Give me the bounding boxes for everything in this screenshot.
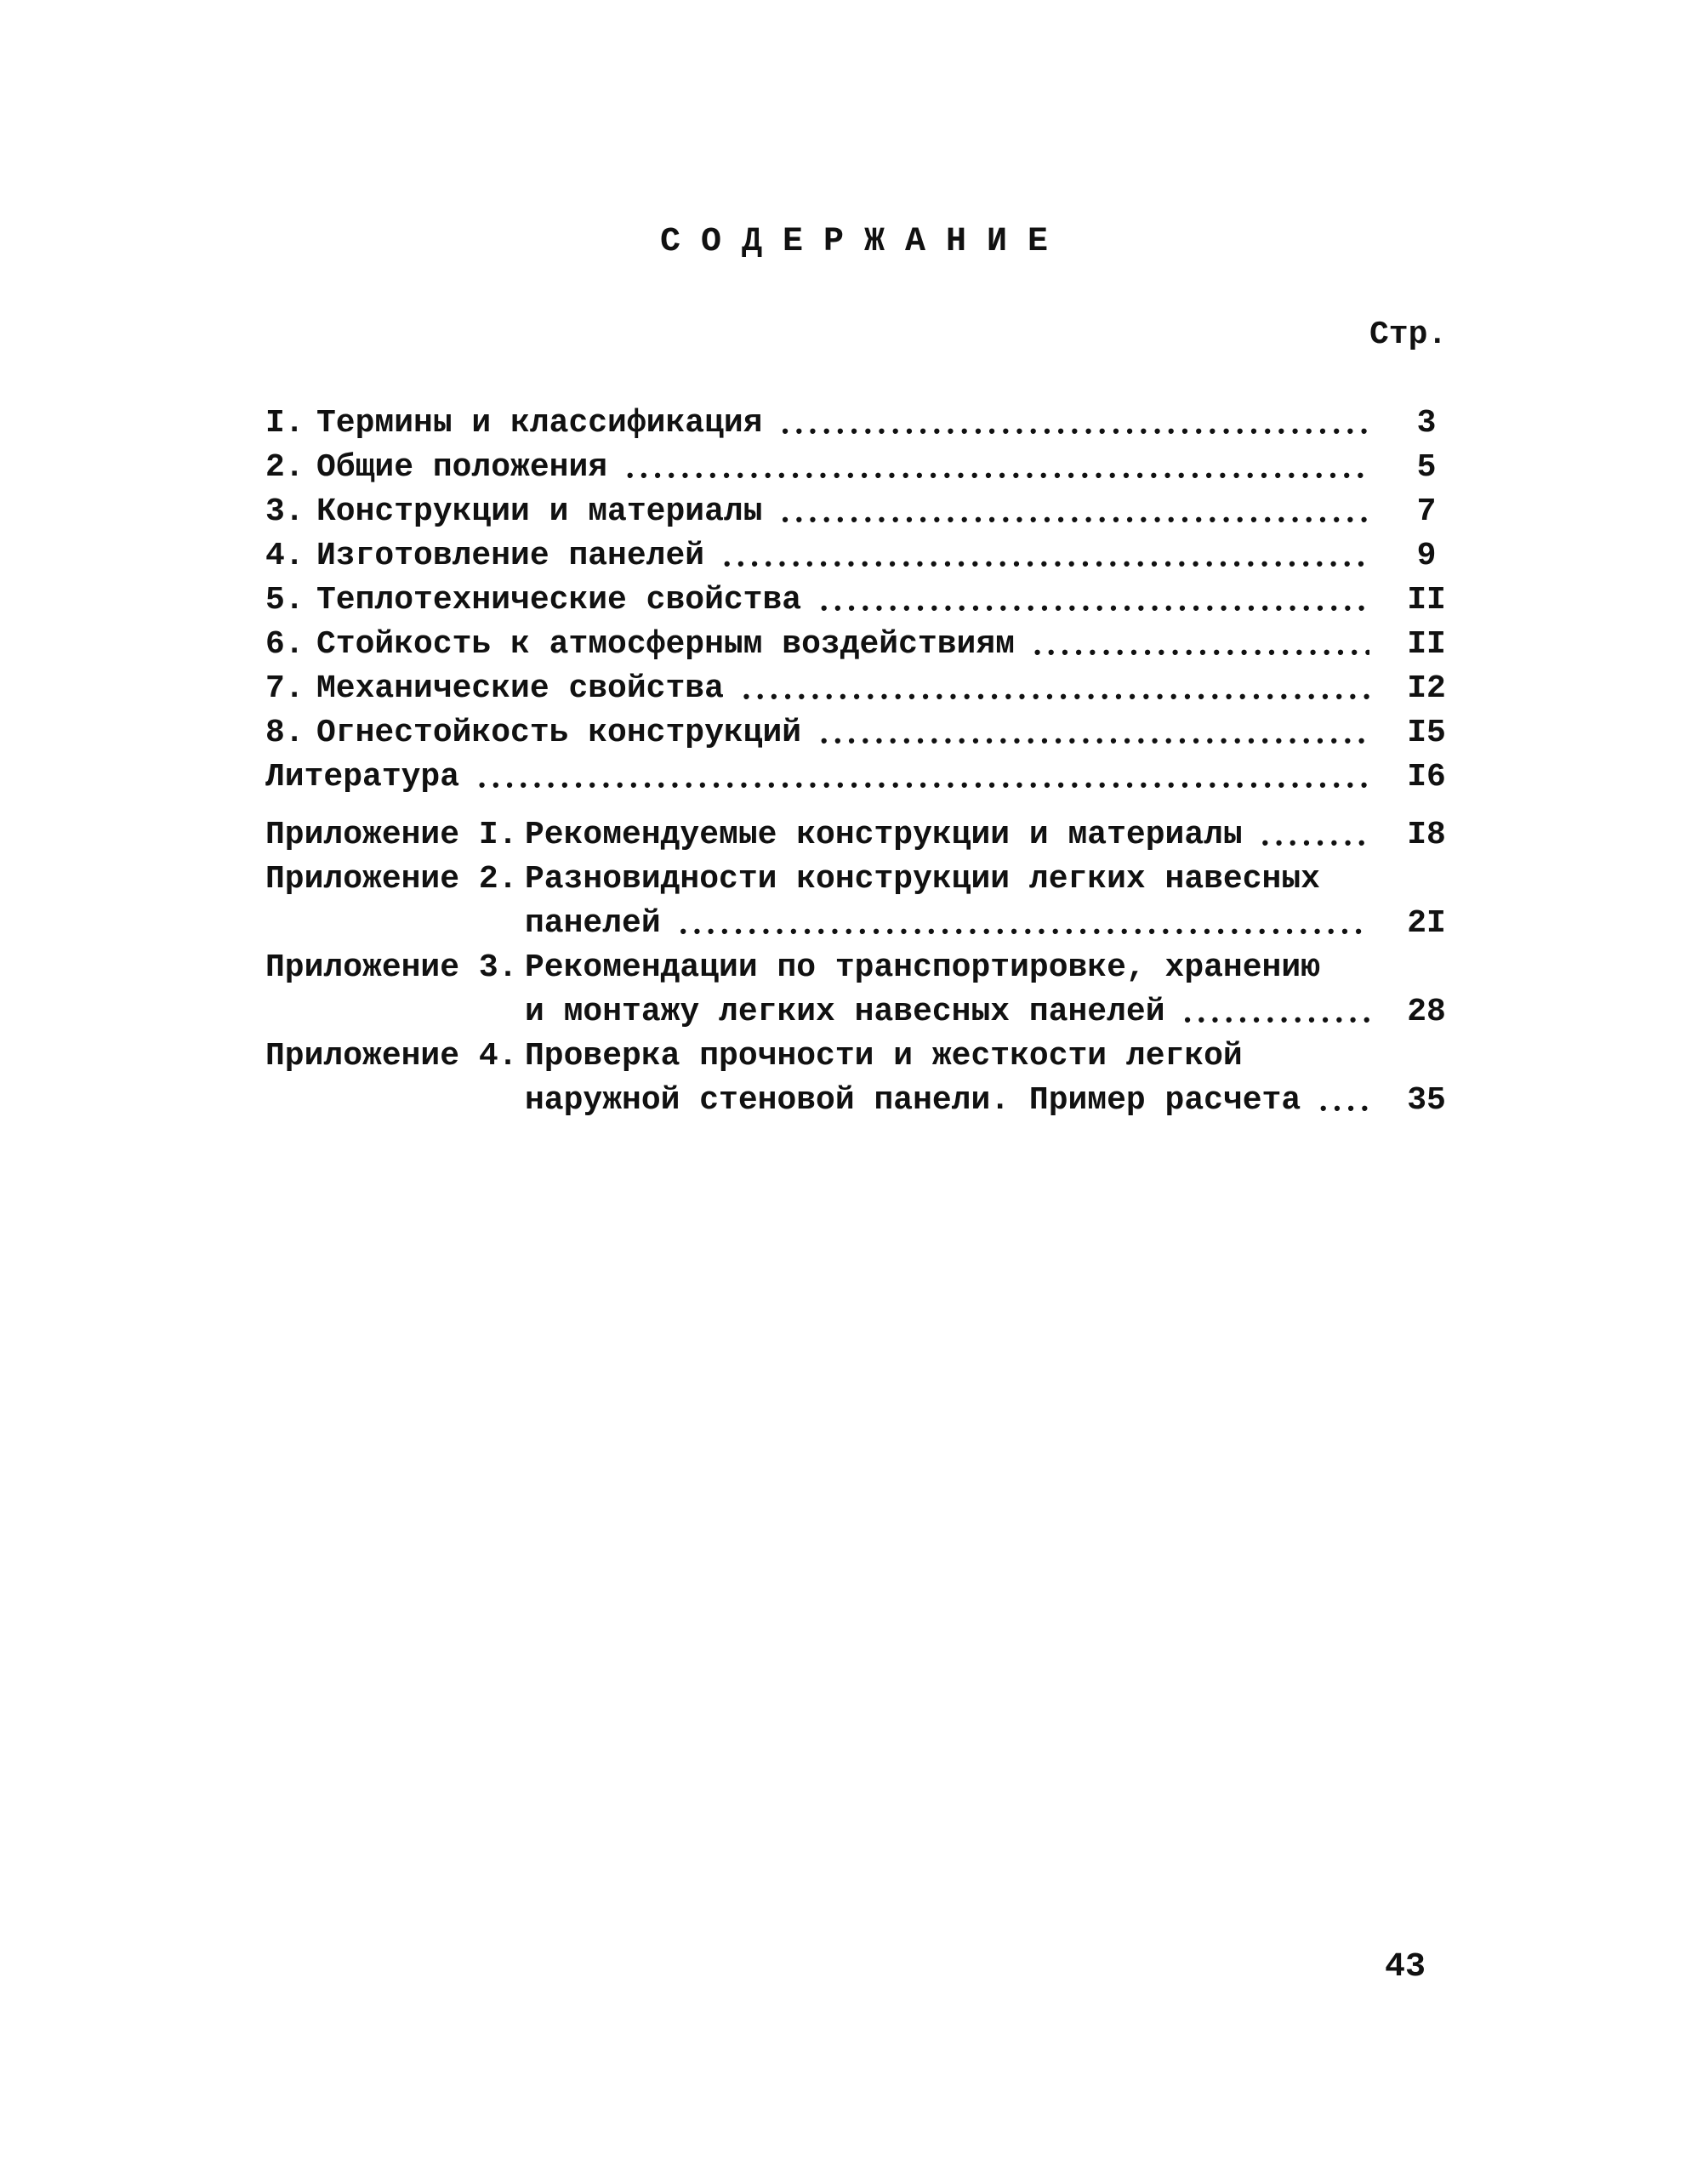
toc-entry-page: I8 [1407, 817, 1446, 853]
dot-leader [721, 534, 1369, 578]
toc-entry [265, 578, 1473, 623]
toc-entry-number: 7. [265, 670, 305, 707]
toc-entry-title: Теплотехнические свойства [316, 582, 802, 618]
toc-entry [265, 534, 1473, 578]
toc-entry-title: Термины и классификация [316, 405, 763, 442]
appendix-title-line: Рекомендуемые конструкции и материалы [525, 817, 1243, 853]
toc-entry-number: I. [265, 405, 305, 442]
toc-entry-page: 28 [1407, 994, 1446, 1030]
dot-leader [818, 578, 1369, 623]
toc-entry-page: I6 [1407, 759, 1446, 795]
toc-entry-page: 5 [1416, 449, 1437, 486]
dot-leader [1182, 990, 1369, 1034]
dot-leader [741, 667, 1369, 711]
toc-entry-page: 35 [1407, 1082, 1446, 1119]
toc-entry-page: I2 [1407, 670, 1446, 707]
toc-entry [265, 623, 1473, 667]
dot-leader [476, 755, 1369, 800]
dot-leader [780, 490, 1370, 534]
page-title: СОДЕРЖАНИЕ [659, 223, 1069, 261]
dot-leader [780, 402, 1370, 446]
toc-entry-title: Стойкость к атмосферным воздействиям [316, 626, 1015, 663]
toc-entry-page: II [1407, 582, 1446, 618]
appendix-title-line: панелей [525, 905, 661, 942]
toc-appendix-continuation [265, 990, 1473, 1034]
dot-leader [1260, 813, 1369, 858]
toc-entry-number: 2. [265, 449, 305, 486]
appendix-title-line: Рекомендации по транспортировке, хранению [525, 949, 1320, 986]
page-number: 43 [1385, 1948, 1426, 1986]
toc-appendix-continuation [265, 1079, 1473, 1123]
toc-appendix [265, 813, 1473, 858]
appendix-label: Приложение 4. [265, 1038, 518, 1074]
toc-entry-page: I5 [1407, 715, 1446, 751]
appendix-label: Приложение 3. [265, 949, 518, 986]
toc-entry-page: 2I [1407, 905, 1446, 942]
toc-entry-title: Общие положения [316, 449, 608, 486]
toc-literature [265, 755, 1473, 800]
toc-entry-page: 9 [1416, 538, 1437, 574]
appendix-label: Приложение 2. [265, 861, 518, 898]
dot-leader [1032, 623, 1369, 667]
toc-entry-number: 3. [265, 493, 305, 530]
toc-entry-title: Механические свойства [316, 670, 724, 707]
toc-entry-page: 3 [1416, 405, 1437, 442]
toc-entry [265, 490, 1473, 534]
toc-appendix [265, 858, 1473, 902]
toc-entry [265, 667, 1473, 711]
table-of-contents [265, 402, 1473, 1123]
toc-appendix-continuation [265, 902, 1473, 946]
dot-leader [624, 446, 1369, 490]
toc-entry-number: 6. [265, 626, 305, 663]
toc-entry-number: 8. [265, 715, 305, 751]
toc-entry-title: Изготовление панелей [316, 538, 705, 574]
toc-entry-title: Конструкции и материалы [316, 493, 763, 530]
toc-appendix [265, 946, 1473, 990]
toc-entry [265, 402, 1473, 446]
appendix-title-line: и монтажу легких навесных панелей [525, 994, 1165, 1030]
toc-entry [265, 711, 1473, 755]
page-column-header: Стр. [1369, 316, 1448, 353]
toc-entry [265, 446, 1473, 490]
dot-leader [1318, 1079, 1369, 1123]
toc-entry-title: Литература [265, 759, 460, 795]
appendix-label: Приложение I. [265, 817, 518, 853]
toc-appendix [265, 1034, 1473, 1079]
toc-entry-page: II [1407, 626, 1446, 663]
dot-leader [818, 711, 1369, 755]
appendix-title-line: наружной стеновой панели. Пример расчета [525, 1082, 1301, 1119]
appendix-title-line: Проверка прочности и жесткости легкой [525, 1038, 1243, 1074]
appendix-title-line: Разновидности конструкции легких навесных [525, 861, 1320, 898]
toc-entry-title: Огнестойкость конструкций [316, 715, 802, 751]
toc-entry-number: 4. [265, 538, 305, 574]
toc-entry-page: 7 [1416, 493, 1437, 530]
toc-entry-number: 5. [265, 582, 305, 618]
dot-leader [678, 902, 1369, 946]
